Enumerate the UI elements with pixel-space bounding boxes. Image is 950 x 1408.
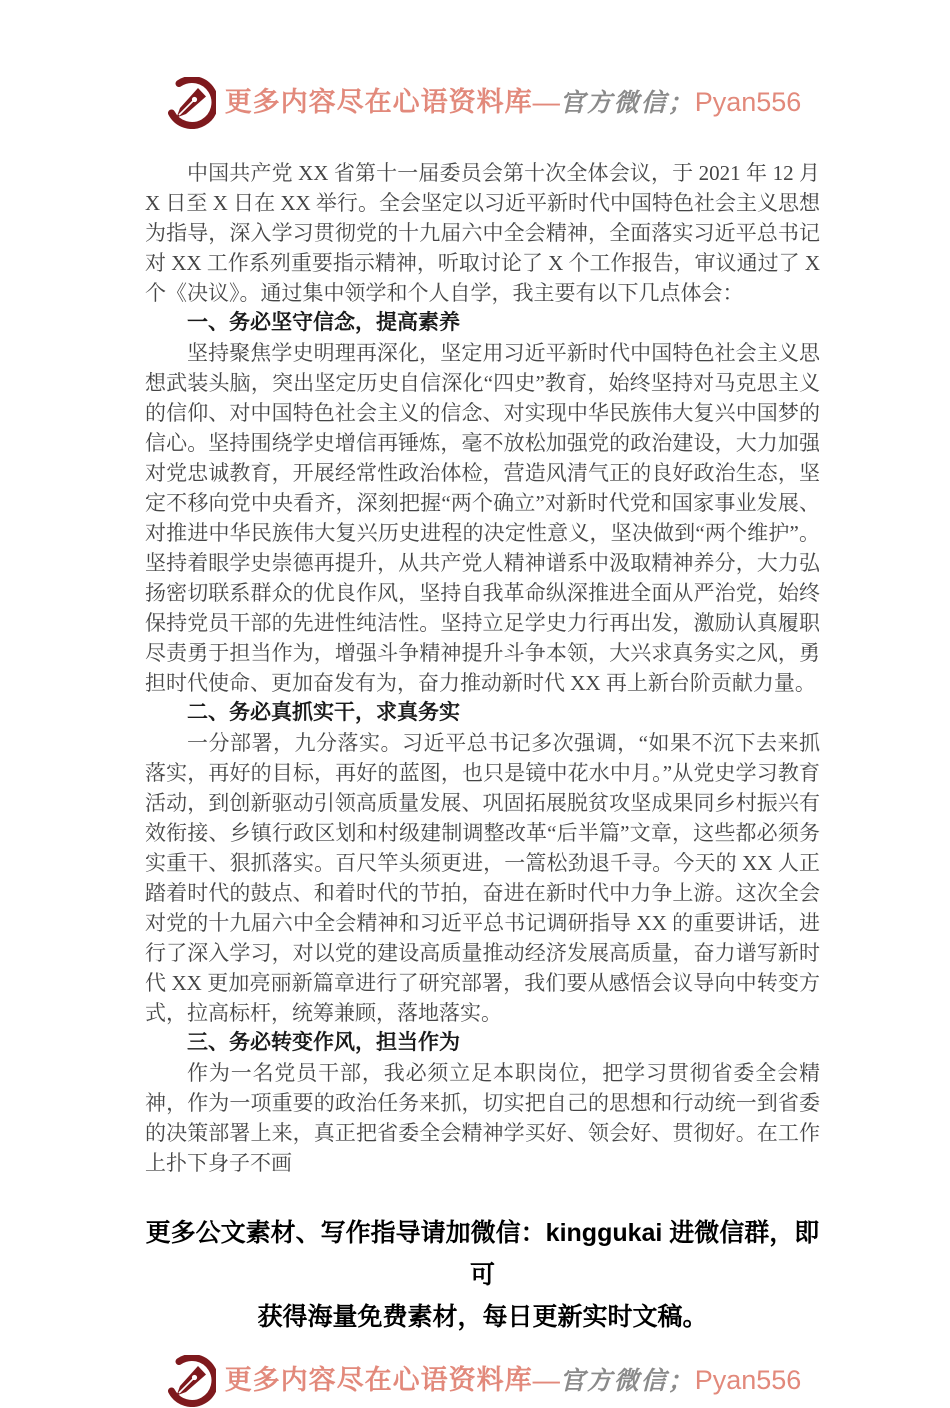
promo-line-2: 获得海量免费素材，每日更新实时文稿。	[257, 1303, 708, 1331]
brand-text	[225, 1354, 802, 1408]
pen-nib-logo-icon	[164, 1355, 216, 1407]
brand-wechat-id: Pyan556	[694, 1365, 802, 1395]
paragraph-intro: 中国共产党 XX 省第十一届委员会第十次全体会议，于 2021 年 12 月 X 日至 X 日在 XX 举行。全会坚定以习近平新时代中国特色社会主义思想为指导，深入学习贯彻党的十九届六中全会精神，全面落实习近平总书记对 XX 工作系列重要指示精神，听取讨论了 X 个工作报告，审议通过了 X 个《决议》。通过集中领学和个人自学，我主要有以下几点体会：	[145, 161, 820, 305]
promo-line-1: 更多公文素材、写作指导请加微信：kinggukai 进微信群，即可	[145, 1219, 820, 1289]
brand-official-wechat-label: 官方微信；	[559, 90, 695, 117]
brand-dash: —	[532, 87, 560, 117]
document-body	[145, 158, 820, 1178]
brand-footer	[145, 1354, 820, 1408]
brand-official-wechat-label: 官方微信；	[559, 1368, 695, 1395]
brand-dash: —	[532, 1365, 560, 1395]
heading-section-1: 一、务必坚守信念，提高素养	[187, 311, 460, 334]
brand-wechat-id: Pyan556	[694, 87, 802, 117]
brand-slogan: 更多内容尽在心语资料库	[224, 1365, 533, 1395]
brand-slogan: 更多内容尽在心语资料库	[224, 87, 533, 117]
paragraph-section-3: 作为一名党员干部，我必须立足本职岗位，把学习贯彻省委全会精神，作为一项重要的政治任务来抓，切实把自己的思想和行动统一到省委的决策部署上来，真正把省委全会精神学买好、领会好、贯彻好。在工作上扑下身子不画	[145, 1061, 820, 1175]
brand-text	[225, 76, 802, 130]
promo-banner	[145, 1212, 820, 1338]
heading-section-2: 二、务必真抓实干，求真务实	[187, 701, 460, 724]
pen-nib-logo-icon	[164, 77, 216, 129]
heading-section-3: 三、务必转变作风，担当作为	[187, 1031, 460, 1054]
paragraph-section-1: 坚持聚焦学史明理再深化，坚定用习近平新时代中国特色社会主义思想武装头脑，突出坚定历史自信深化“四史”教育，始终坚持对马克思主义的信仰、对中国特色社会主义的信念、对实现中华民族伟大复兴中国梦的信心。坚持围绕学史增信再锤炼，毫不放松加强党的政治建设，大力加强对党忠诚教育，开展经常性政治体检，营造风清气正的良好政治生态，坚定不移向党中央看齐，深刻把握“两个确立”对新时代党和国家事业发展、对推进中华民族伟大复兴历史进程的决定性意义，坚决做到“两个维护”。坚持着眼学史崇德再提升，从共产党人精神谱系中汲取精神养分，大力弘扬密切联系群众的优良作风，坚持自我革命纵深推进全面从严治党，始终保持党员干部的先进性纯洁性。坚持立足学史力行再出发，激励认真履职尽责勇于担当作为，增强斗争精神提升斗争本领，大兴求真务实之风，勇担时代使命、更加奋发有为，奋力推动新时代 XX 再上新台阶贡献力量。	[145, 341, 820, 695]
brand-header	[145, 0, 820, 130]
paragraph-section-2: 一分部署，九分落实。习近平总书记多次强调，“如果不沉下去来抓落实，再好的目标，再好的蓝图，也只是镜中花水中月。”从党史学习教育活动，到创新驱动引领高质量发展、巩固拓展脱贫攻坚成果同乡村振兴有效衔接、乡镇行政区划和村级建制调整改革“后半篇”文章，这些都必须务实重干、狠抓落实。百尺竿头须更进，一篙松劲退千寻。今天的 XX 人正踏着时代的鼓点、和着时代的节拍，奋进在新时代中力争上游。这次全会对党的十九届六中全会精神和习近平总书记调研指导 XX 的重要讲话，进行了深入学习，对以党的建设高质量推动经济发展高质量，奋力谱写新时代 XX 更加亮丽新篇章进行了研究部署，我们要从感悟会议导向中转变方式，拉高标杆，统筹兼顾，落地落实。	[145, 731, 820, 1025]
